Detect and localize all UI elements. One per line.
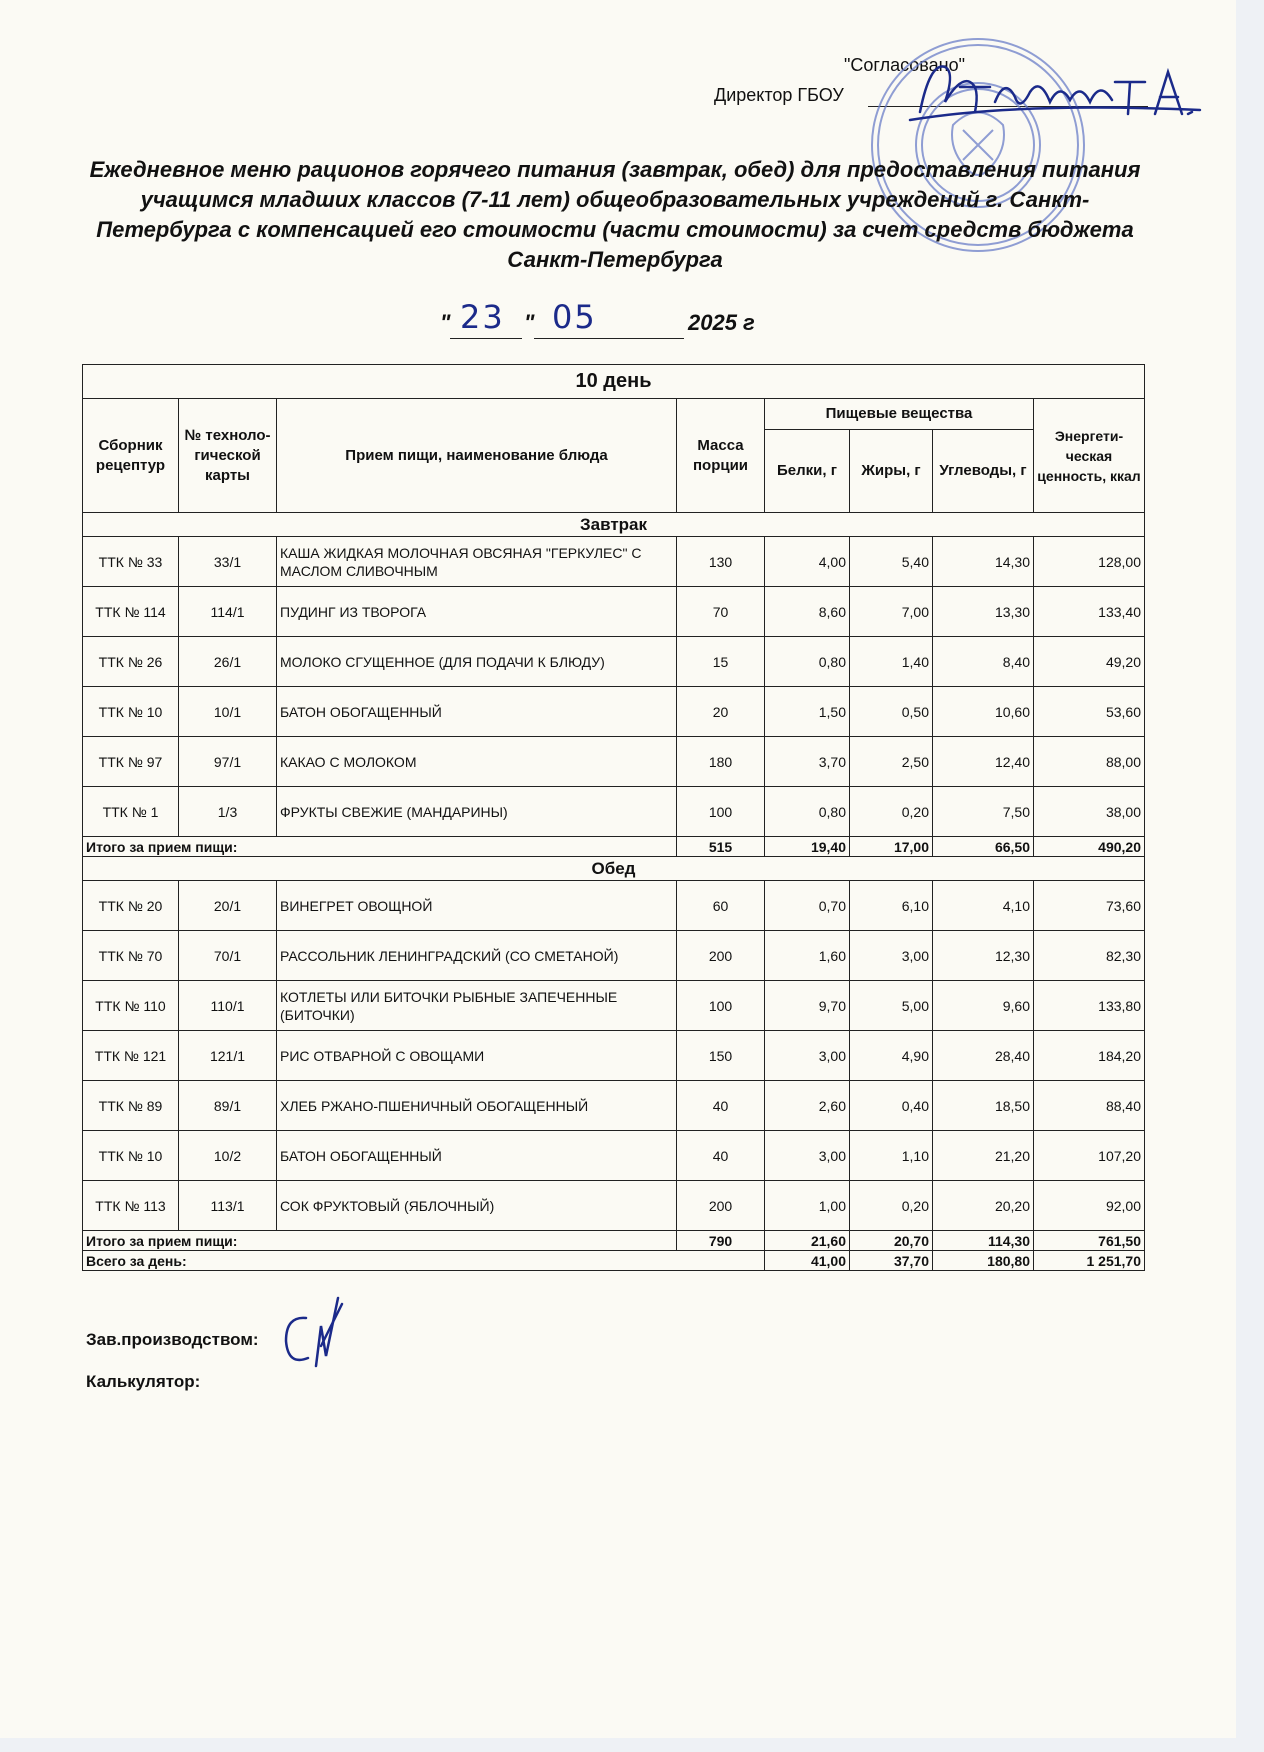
cell-carbs: 9,60 (933, 981, 1034, 1031)
cell-card-no: 97/1 (179, 737, 277, 787)
table-row (83, 737, 1145, 787)
table-row (83, 1181, 1145, 1231)
cell-mass: 20 (677, 687, 765, 737)
meal-total-label: Итого за прием пищи: (83, 1231, 677, 1251)
section-row (83, 513, 1145, 537)
director-signature (900, 42, 1220, 132)
cell-dish-name: БАТОН ОБОГАЩЕННЫЙ (277, 687, 677, 737)
header-fats: Жиры, г (850, 430, 933, 513)
date-year: 2025 г (688, 310, 755, 335)
cell-dish-name: ХЛЕБ РЖАНО-ПШЕНИЧНЫЙ ОБОГАЩЕННЫЙ (277, 1081, 677, 1131)
cell-energy: 92,00 (1034, 1181, 1145, 1231)
cell-proteins: 1,50 (765, 687, 850, 737)
cell-collection: ТТК № 97 (83, 737, 179, 787)
cell-card-no: 114/1 (179, 587, 277, 637)
cell-fats: 1,40 (850, 637, 933, 687)
cell-collection: ТТК № 89 (83, 1081, 179, 1131)
cell-energy: 133,80 (1034, 981, 1145, 1031)
production-head-signature (276, 1296, 356, 1376)
cell-card-no: 110/1 (179, 981, 277, 1031)
cell-fats: 2,50 (850, 737, 933, 787)
cell-mass: 100 (677, 787, 765, 837)
production-head-label: Зав.производством: (86, 1330, 259, 1349)
meal-total-fats: 17,00 (850, 837, 933, 857)
table-row (83, 981, 1145, 1031)
cell-collection: ТТК № 10 (83, 1131, 179, 1181)
cell-proteins: 0,80 (765, 637, 850, 687)
section-row (83, 857, 1145, 881)
date-day: 23 (460, 298, 505, 336)
meal-total-energy: 490,20 (1034, 837, 1145, 857)
cell-energy: 88,40 (1034, 1081, 1145, 1131)
cell-mass: 60 (677, 881, 765, 931)
cell-proteins: 3,00 (765, 1031, 850, 1081)
meal-total-row (83, 1231, 1145, 1251)
cell-energy: 184,20 (1034, 1031, 1145, 1081)
cell-carbs: 20,20 (933, 1181, 1034, 1231)
cell-dish-name: СОК ФРУКТОВЫЙ (ЯБЛОЧНЫЙ) (277, 1181, 677, 1231)
table-row (83, 1081, 1145, 1131)
table-row (83, 931, 1145, 981)
cell-energy: 128,00 (1034, 537, 1145, 587)
table-row (83, 787, 1145, 837)
section-label: Завтрак (83, 513, 1145, 537)
table-row (83, 1031, 1145, 1081)
cell-collection: ТТК № 33 (83, 537, 179, 587)
cell-collection: ТТК № 114 (83, 587, 179, 637)
meal-total-label: Итого за прием пищи: (83, 837, 677, 857)
cell-card-no: 10/2 (179, 1131, 277, 1181)
cell-carbs: 21,20 (933, 1131, 1034, 1181)
meal-total-mass: 790 (677, 1231, 765, 1251)
cell-energy: 73,60 (1034, 881, 1145, 931)
cell-energy: 133,40 (1034, 587, 1145, 637)
header-carbs: Углеводы, г (933, 430, 1034, 513)
meal-total-energy: 761,50 (1034, 1231, 1145, 1251)
cell-carbs: 10,60 (933, 687, 1034, 737)
cell-carbs: 7,50 (933, 787, 1034, 837)
header-proteins: Белки, г (765, 430, 850, 513)
cell-card-no: 26/1 (179, 637, 277, 687)
meal-total-proteins: 19,40 (765, 837, 850, 857)
cell-carbs: 13,30 (933, 587, 1034, 637)
cell-energy: 82,30 (1034, 931, 1145, 981)
cell-dish-name: ПУДИНГ ИЗ ТВОРОГА (277, 587, 677, 637)
cell-proteins: 1,60 (765, 931, 850, 981)
paper-edge (1236, 0, 1264, 1752)
day-total-label: Всего за день: (83, 1251, 765, 1271)
cell-proteins: 3,70 (765, 737, 850, 787)
meal-total-row (83, 837, 1145, 857)
header-card-no: № техноло-гической карты (179, 399, 277, 513)
cell-fats: 0,50 (850, 687, 933, 737)
header-collection: Сборник рецептур (83, 399, 179, 513)
approval-agreed-label: "Согласовано" (844, 55, 966, 75)
cell-carbs: 28,40 (933, 1031, 1034, 1081)
meal-total-carbs: 114,30 (933, 1231, 1034, 1251)
date-month: 05 (552, 298, 597, 336)
cell-proteins: 8,60 (765, 587, 850, 637)
cell-mass: 180 (677, 737, 765, 787)
cell-proteins: 0,80 (765, 787, 850, 837)
cell-card-no: 33/1 (179, 537, 277, 587)
cell-collection: ТТК № 121 (83, 1031, 179, 1081)
cell-mass: 70 (677, 587, 765, 637)
cell-collection: ТТК № 70 (83, 931, 179, 981)
cell-card-no: 70/1 (179, 931, 277, 981)
calculator-label: Калькулятор: (86, 1372, 201, 1391)
cell-collection: ТТК № 20 (83, 881, 179, 931)
cell-mass: 150 (677, 1031, 765, 1081)
cell-dish-name: КАКАО С МОЛОКОМ (277, 737, 677, 787)
day-total-fats: 37,70 (850, 1251, 933, 1271)
cell-card-no: 113/1 (179, 1181, 277, 1231)
cell-fats: 6,10 (850, 881, 933, 931)
header-nutrients: Пищевые вещества (765, 399, 1034, 430)
header-dish: Прием пищи, наименование блюда (277, 399, 677, 513)
table-row (83, 687, 1145, 737)
date-month-underline (534, 338, 684, 339)
cell-card-no: 20/1 (179, 881, 277, 931)
cell-proteins: 9,70 (765, 981, 850, 1031)
cell-dish-name: РАССОЛЬНИК ЛЕНИНГРАДСКИЙ (СО СМЕТАНОЙ) (277, 931, 677, 981)
cell-carbs: 4,10 (933, 881, 1034, 931)
cell-mass: 200 (677, 1181, 765, 1231)
day-total-carbs: 180,80 (933, 1251, 1034, 1271)
cell-fats: 0,20 (850, 787, 933, 837)
header-mass: Масса порции (677, 399, 765, 513)
day-total-energy: 1 251,70 (1034, 1251, 1145, 1271)
header-energy: Энергети-ческая ценность, ккал (1034, 399, 1145, 513)
cell-proteins: 2,60 (765, 1081, 850, 1131)
cell-proteins: 4,00 (765, 537, 850, 587)
cell-dish-name: РИС ОТВАРНОЙ С ОВОЩАМИ (277, 1031, 677, 1081)
day-header-row (83, 365, 1145, 399)
cell-fats: 7,00 (850, 587, 933, 637)
cell-collection: ТТК № 113 (83, 1181, 179, 1231)
cell-mass: 100 (677, 981, 765, 1031)
cell-card-no: 89/1 (179, 1081, 277, 1131)
section-label: Обед (83, 857, 1145, 881)
cell-carbs: 8,40 (933, 637, 1034, 687)
cell-fats: 5,00 (850, 981, 933, 1031)
date-quote-close: " (524, 310, 535, 335)
document-title: Ежедневное меню рационов горячего питания (завтрак, обед) для предоставления питания учащимся младших классов (7-11 лет) общеобразовательных учреждений г. Санкт-Петербурга с компенсацией его стоимости (части стоимости) за счет средств бюджета Санкт-Петербурга (89, 157, 1141, 272)
cell-card-no: 121/1 (179, 1031, 277, 1081)
cell-dish-name: КАША ЖИДКАЯ МОЛОЧНАЯ ОВСЯНАЯ "ГЕРКУЛЕС" С МАСЛОМ СЛИВОЧНЫМ (277, 537, 677, 587)
meal-total-carbs: 66,50 (933, 837, 1034, 857)
table-row (83, 1131, 1145, 1181)
cell-dish-name: ВИНЕГРЕТ ОВОЩНОЙ (277, 881, 677, 931)
cell-dish-name: ФРУКТЫ СВЕЖИЕ (МАНДАРИНЫ) (277, 787, 677, 837)
cell-carbs: 12,30 (933, 931, 1034, 981)
cell-proteins: 1,00 (765, 1181, 850, 1231)
table-row (83, 587, 1145, 637)
date-day-underline (450, 338, 522, 339)
date-quote-open: " (440, 310, 451, 335)
menu-table (82, 364, 1145, 1271)
cell-fats: 5,40 (850, 537, 933, 587)
cell-energy: 53,60 (1034, 687, 1145, 737)
cell-energy: 88,00 (1034, 737, 1145, 787)
cell-energy: 38,00 (1034, 787, 1145, 837)
table-row (83, 537, 1145, 587)
cell-mass: 15 (677, 637, 765, 687)
cell-mass: 40 (677, 1131, 765, 1181)
meal-total-mass: 515 (677, 837, 765, 857)
cell-mass: 40 (677, 1081, 765, 1131)
paper-bottom-edge (0, 1738, 1264, 1752)
cell-card-no: 1/3 (179, 787, 277, 837)
cell-carbs: 14,30 (933, 537, 1034, 587)
cell-proteins: 3,00 (765, 1131, 850, 1181)
cell-carbs: 12,40 (933, 737, 1034, 787)
cell-mass: 200 (677, 931, 765, 981)
cell-collection: ТТК № 1 (83, 787, 179, 837)
meal-total-fats: 20,70 (850, 1231, 933, 1251)
meal-total-proteins: 21,60 (765, 1231, 850, 1251)
table-row (83, 637, 1145, 687)
day-label: 10 день (83, 365, 1145, 399)
cell-energy: 107,20 (1034, 1131, 1145, 1181)
cell-dish-name: БАТОН ОБОГАЩЕННЫЙ (277, 1131, 677, 1181)
cell-energy: 49,20 (1034, 637, 1145, 687)
table-row (83, 881, 1145, 931)
cell-carbs: 18,50 (933, 1081, 1034, 1131)
cell-mass: 130 (677, 537, 765, 587)
cell-card-no: 10/1 (179, 687, 277, 737)
day-total-proteins: 41,00 (765, 1251, 850, 1271)
cell-collection: ТТК № 110 (83, 981, 179, 1031)
cell-collection: ТТК № 26 (83, 637, 179, 687)
cell-fats: 3,00 (850, 931, 933, 981)
cell-proteins: 0,70 (765, 881, 850, 931)
cell-dish-name: КОТЛЕТЫ ИЛИ БИТОЧКИ РЫБНЫЕ ЗАПЕЧЕННЫЕ (БИТОЧКИ) (277, 981, 677, 1031)
cell-fats: 0,40 (850, 1081, 933, 1131)
day-total-row (83, 1251, 1145, 1271)
approval-director-label: Директор ГБОУ (714, 85, 844, 105)
column-header-row (83, 399, 1145, 430)
cell-fats: 4,90 (850, 1031, 933, 1081)
cell-fats: 0,20 (850, 1181, 933, 1231)
cell-dish-name: МОЛОКО СГУЩЕННОЕ (ДЛЯ ПОДАЧИ К БЛЮДУ) (277, 637, 677, 687)
cell-collection: ТТК № 10 (83, 687, 179, 737)
cell-fats: 1,10 (850, 1131, 933, 1181)
